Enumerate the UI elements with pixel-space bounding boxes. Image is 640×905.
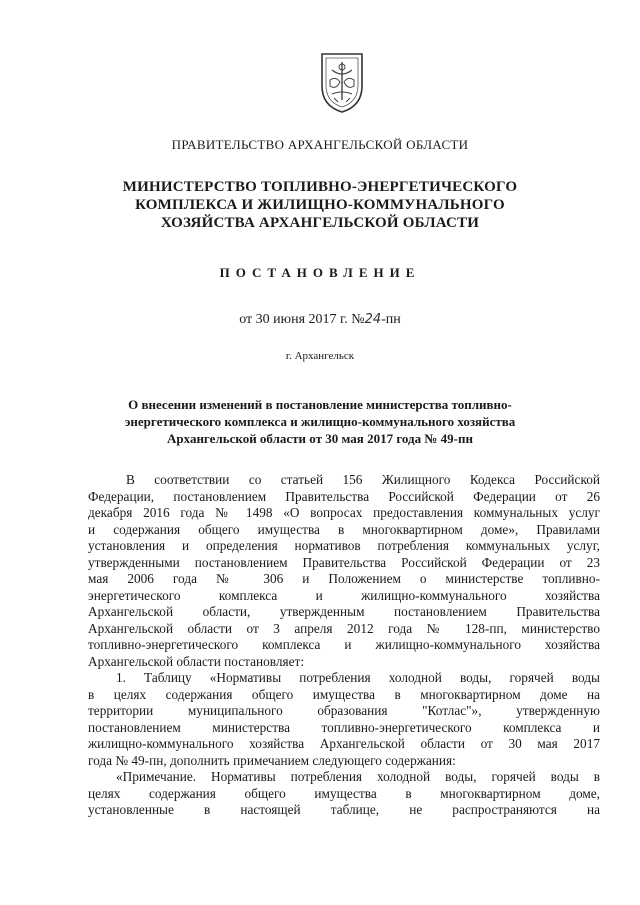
- text-line: установленные в настоящей таблице, не распространяются на: [88, 802, 600, 817]
- government-title: ПРАВИТЕЛЬСТВО АРХАНГЕЛЬСКОЙ ОБЛАСТИ: [171, 137, 469, 152]
- text-line: топливно-энергетического комплекса и жилищно-коммунального хозяйства: [88, 637, 600, 652]
- paragraph-item-1: [88, 670, 600, 769]
- document-body: [88, 472, 600, 819]
- text-line: постановлением министерства топливно-энергетического комплекса и: [88, 719, 600, 735]
- text-line: «Примечание. Нормативы потребления холодной воды, горячей воды в: [116, 769, 600, 784]
- text-line: мая 2006 года № 306 и Положением о министерстве топливно-: [88, 571, 600, 586]
- subject-line: энергетического комплекса и жилищно-коммунального хозяйства: [124, 414, 516, 429]
- ministry-line: ХОЗЯЙСТВА АРХАНГЕЛЬСКОЙ ОБЛАСТИ: [160, 215, 480, 231]
- ministry-line: МИНИСТЕРСТВО ТОПЛИВНО-ЭНЕРГЕТИЧЕСКОГО: [122, 179, 518, 195]
- text-line: декабря 2016 года № 1498 «О вопросах предоставления коммунальных услуг: [88, 505, 600, 520]
- coat-of-arms-icon: [318, 50, 366, 114]
- text-line: Федерации, постановлением Правительства Российской Федерации от 26: [88, 488, 600, 504]
- subject-line: Архангельской области от 30 мая 2017 года № 49-пн: [167, 431, 473, 446]
- text-line: территории муниципального образования "Котлас"», утвержденную: [88, 703, 600, 718]
- text-line: жилищно-коммунального хозяйства Архангельской области от 30 мая 2017: [88, 736, 600, 751]
- ministry-title: [0, 178, 640, 232]
- date-suffix: -пн: [381, 312, 401, 327]
- subject-line: О внесении изменений в постановление министерства топливно-: [128, 397, 512, 412]
- text-line: в целях содержания общего имущества в многоквартирном доме на: [88, 686, 600, 702]
- text-line: целях содержания общего имущества в многоквартирном доме,: [88, 785, 600, 801]
- handwritten-number: 24: [364, 312, 382, 327]
- text-line: энергетического комплекса и жилищно-коммунального хозяйства: [88, 587, 600, 603]
- text-line: утвержденными постановлением Правительства Российской Федерации от 23: [88, 554, 600, 570]
- text-line: Архангельской области постановляет:: [88, 653, 305, 669]
- date-line: [0, 312, 640, 328]
- city-line: г. Архангельск: [285, 350, 355, 362]
- paragraph-preamble: [88, 472, 600, 670]
- ministry-line: КОМПЛЕКСА И ЖИЛИЩНО-КОММУНАЛЬНОГО: [135, 197, 505, 213]
- text-line: 1. Таблицу «Нормативы потребления холодной воды, горячей воды: [116, 670, 600, 685]
- date-prefix: от 30 июня 2017 г. №: [239, 312, 365, 327]
- text-line: установления и определения нормативов потребления коммунальных услуг,: [88, 538, 600, 553]
- subject-heading: [0, 396, 640, 447]
- text-line: Архангельской области от 3 апреля 2012 года № 128-пп, министерство: [88, 620, 600, 636]
- text-line: года № 49-пн, дополнить примечанием следующего содержания:: [88, 752, 456, 768]
- paragraph-note: [88, 769, 600, 819]
- document-type: ПОСТАНОВЛЕНИЕ: [219, 265, 421, 280]
- text-line: и содержания общего имущества в многоквартирном доме», Правилами: [88, 521, 600, 537]
- text-line: Архангельской области, утвержденным постановлением Правительства: [88, 604, 600, 619]
- text-line: В соответствии со статьей 156 Жилищного Кодекса Российской: [126, 472, 600, 487]
